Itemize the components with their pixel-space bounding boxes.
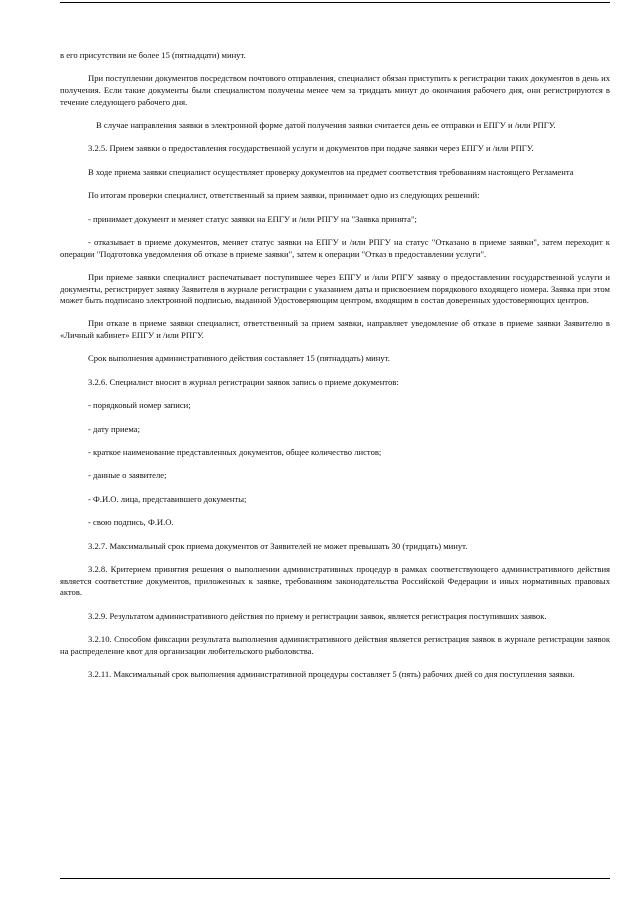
paragraph: - отказывает в приеме документов, меняет статус заявки на ЕПГУ и /или РПГУ на статус "Отказано в приеме заявки", затем переходит к операции "Подготовка уведомления об отказе в приеме заявки", затем к операции "Отказ в предоставлении услуги". (60, 236, 610, 259)
document-body (60, 50, 610, 692)
paragraph: В случае направления заявки в электронной форме датой получения заявки считается день ее отправки и ЕПГУ и /или РПГУ. (96, 119, 556, 130)
bottom-rule (60, 878, 610, 879)
paragraph: - принимает документ и меняет статус заявки на ЕПГУ и /или РПГУ на "Заявка принята"; (88, 213, 417, 224)
list-item: - Ф.И.О. лица, представившего документы; (88, 493, 247, 504)
paragraph: 3.2.7. Максимальный срок приема документов от Заявителей не может превышать 30 (тридцать) минут. (88, 540, 468, 551)
list-item: - порядковый номер записи; (88, 400, 191, 411)
paragraph: Срок выполнения административного действия составляет 15 (пятнадцать) минут. (88, 353, 390, 364)
paragraph: 3.2.5. Прием заявки о предоставления государственной услуги и документов при подаче заявки через ЕПГУ и /или РПГУ. (88, 143, 534, 154)
list-item: - данные о заявителе; (88, 470, 167, 481)
paragraph: 3.2.6. Специалист вносит в журнал регистрации заявок запись о приеме документов: (88, 376, 399, 387)
list-item: - краткое наименование представленных документов, общее количество листов; (88, 447, 382, 458)
paragraph: 3.2.10. Способом фиксации результата выполнения административного действия является регистрация заявок в журнале регистрации заявок на распределение квот для организации любительского рыболовства. (60, 633, 610, 656)
list-item: - свою подпись, Ф.И.О. (88, 517, 174, 528)
paragraph: При отказе в приеме заявки специалист, ответственный за прием заявки, направляет уведомление об отказе в приеме заявки Заявителю в «Личный кабинет» ЕПГУ и /или РПГУ. (60, 318, 610, 341)
paragraph: в его присутствии не более 15 (пятнадцати) минут. (60, 50, 246, 60)
list-item: - дату приема; (88, 423, 140, 434)
paragraph: 3.2.8. Критерием принятия решения о выполнении административных процедур в рамках соответствующего административного действия является соответствие документов, приложенных к заявке, требованиям законодательства Российской Федерации и иных нормативных правовых актов. (60, 563, 610, 598)
top-rule (60, 2, 610, 3)
paragraph: При поступлении документов посредством почтового отправления, специалист обязан приступить к регистрации таких документов в день их получения. Если такие документы были специалистом получены менее чем за тридцать минут до окончания рабочего дня, они регистрируются в течение следующего рабочего дня. (60, 73, 610, 107)
paragraph: 3.2.9. Результатом административного действия по приему и регистрации заявок, является регистрация поступивших заявок. (88, 610, 547, 621)
paragraph: В ходе приема заявки специалист осуществляет проверку документов на предмет соответствия требованиям настоящего Регламента (88, 166, 574, 177)
paragraph: При приеме заявки специалист распечатывает поступившее через ЕПГУ и /или РПГУ заявку о предоставлении государственной услуги и документы, регистрирует заявку Заявителя в журнале регистрации с указанием даты и присвоением порядкового входящего номера. Заявка при этом может быть подписано электронной подписью, выданной Удостоверяющим центром, входящим в состав доверенных удостоверяющих центров. (60, 271, 610, 306)
paragraph: По итогам проверки специалист, ответственный за прием заявки, принимает одно из следующих решений: (88, 190, 480, 201)
paragraph: 3.2.11. Максимальный срок выполнения административной процедуры составляет 5 (пять) рабочих дней со дня поступления заявки. (88, 668, 575, 679)
